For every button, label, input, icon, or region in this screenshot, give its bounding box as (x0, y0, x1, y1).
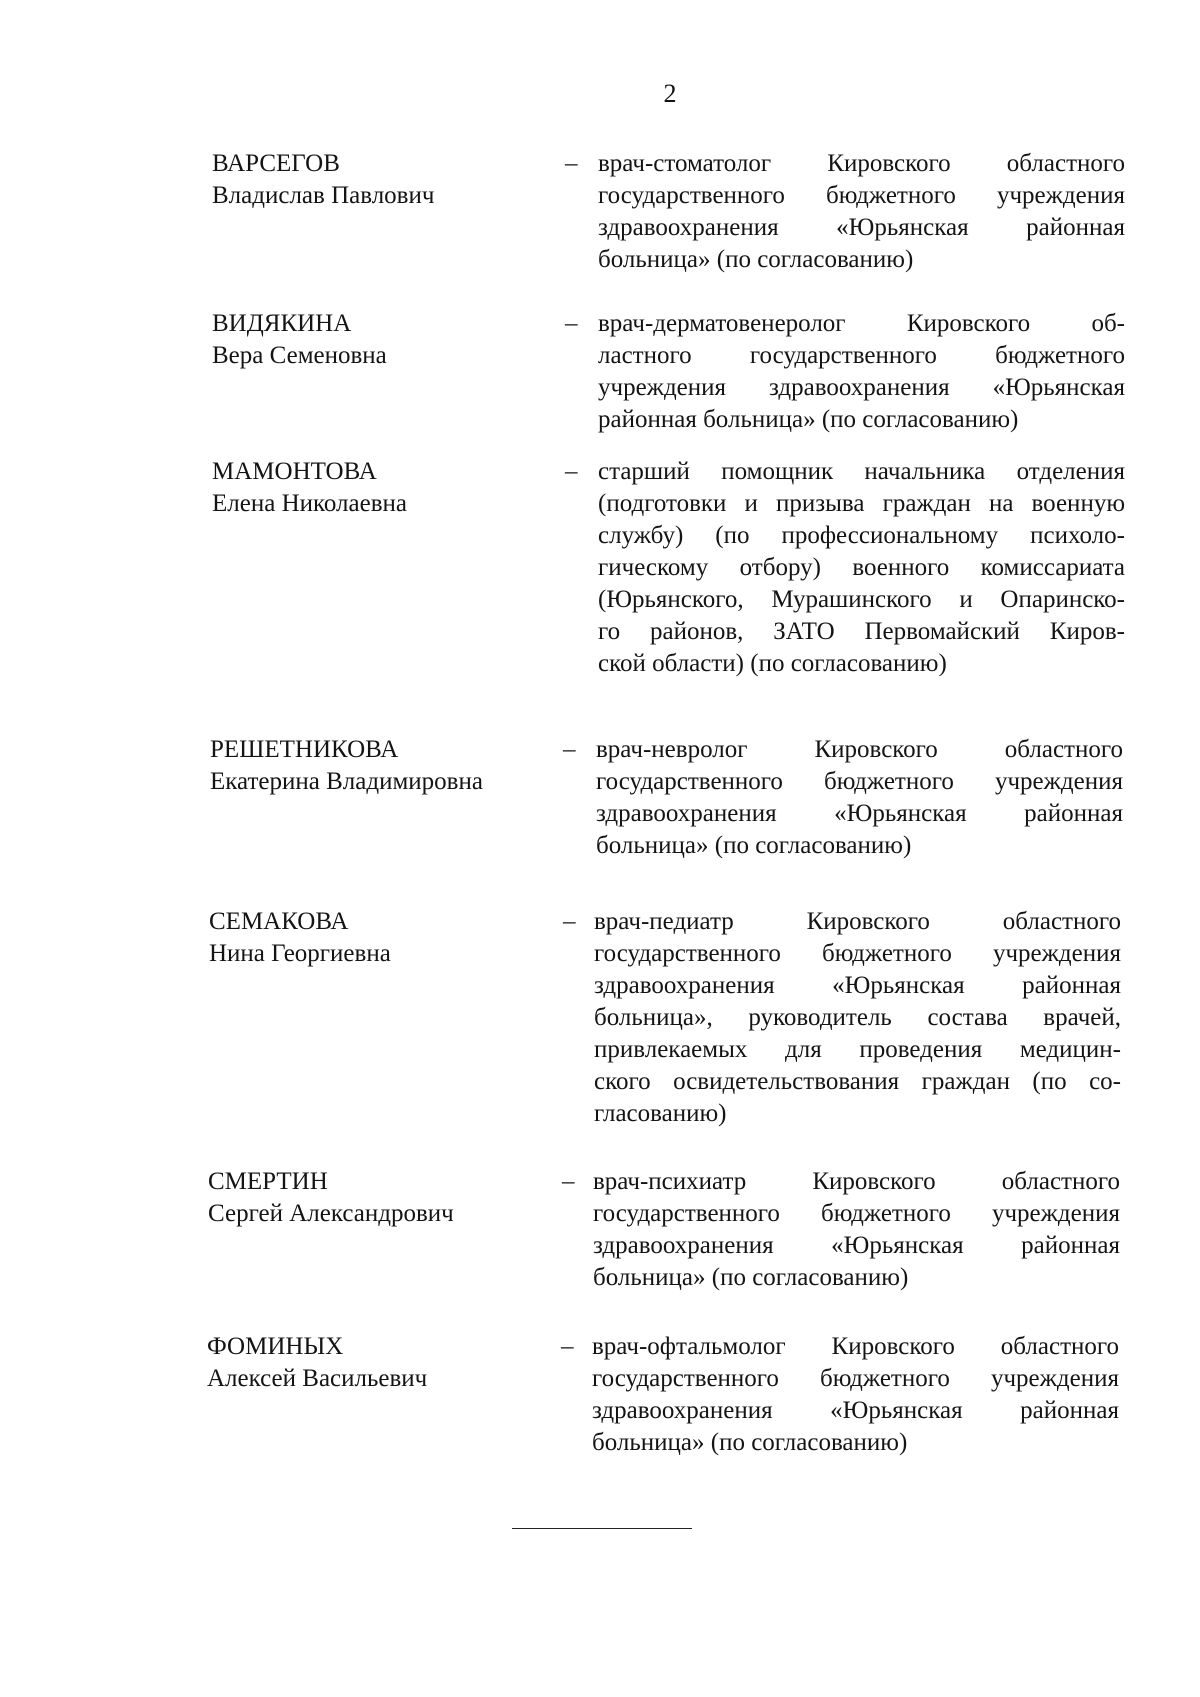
member-given-names: Владислав Павлович (212, 182, 435, 209)
dash-separator: – (563, 736, 576, 763)
member-surname: ВАРСЕГОВ (212, 150, 340, 177)
member-surname: СМЕРТИН (208, 1168, 328, 1195)
dash-separator: – (562, 1168, 575, 1195)
member-name (212, 148, 434, 212)
member-name (208, 1166, 454, 1230)
member-position-description (593, 1166, 1120, 1294)
member-position-description (598, 308, 1125, 436)
description-line: привлекаемых для проведения медицин- (594, 1036, 1121, 1063)
description-line: здравоохранения «Юрьянская районная (596, 800, 1123, 827)
description-line: врач-офтальмолог Кировского областного (592, 1333, 1119, 1360)
description-line: больница» (по согласованию) (598, 246, 914, 273)
description-line: врач-педиатр Кировского областного (594, 908, 1121, 935)
end-of-list-rule (512, 1528, 692, 1529)
description-line: районная больница» (по согласованию) (598, 406, 1019, 433)
description-line: государственного бюджетного учреждения (594, 940, 1121, 967)
description-line: здравоохранения «Юрьянская районная (592, 1397, 1119, 1424)
member-position-description (598, 148, 1125, 276)
description-line: гическому отбору) военного комиссариата (598, 554, 1125, 581)
dash-separator: – (565, 310, 578, 337)
dash-separator: – (563, 908, 576, 935)
member-position-description (592, 1331, 1119, 1459)
description-line: врач-психиатр Кировского областного (593, 1168, 1120, 1195)
member-name (209, 906, 391, 970)
description-line: врач-невролог Кировского областного (596, 736, 1123, 763)
description-line: здравоохранения «Юрьянская районная (594, 972, 1121, 999)
member-surname: СЕМАКОВА (209, 908, 349, 935)
member-position-description (594, 906, 1121, 1130)
description-line: больница» (по согласованию) (596, 832, 912, 859)
description-line: больница» (по согласованию) (592, 1429, 908, 1456)
description-line: старший помощник начальника отделения (598, 458, 1125, 485)
page-number: 2 (663, 79, 677, 108)
member-surname: ФОМИНЫХ (207, 1333, 344, 1360)
member-name (212, 308, 387, 372)
description-line: ского освидетельствования граждан (по со- (594, 1068, 1121, 1095)
description-line: (Юрьянского, Мурашинского и Опаринско- (598, 586, 1125, 613)
description-line: гласованию) (594, 1100, 727, 1127)
member-name (207, 1331, 427, 1395)
description-line: государственного бюджетного учреждения (592, 1365, 1119, 1392)
description-line: больница» (по согласованию) (593, 1264, 909, 1291)
member-surname: РЕШЕТНИКОВА (210, 736, 399, 763)
description-line: (подготовки и призыва граждан на военную (598, 490, 1125, 517)
member-given-names: Елена Николаевна (212, 490, 407, 517)
description-line: врач-стоматолог Кировского областного (598, 150, 1125, 177)
dash-separator: – (561, 1333, 574, 1360)
member-given-names: Сергей Александрович (208, 1200, 454, 1227)
description-line: здравоохранения «Юрьянская районная (598, 214, 1125, 241)
description-line: врач-дерматовенеролог Кировского об- (598, 310, 1125, 337)
description-line: больница», руководитель состава врачей, (594, 1004, 1121, 1031)
dash-separator: – (565, 458, 578, 485)
member-name (212, 456, 407, 520)
description-line: учреждения здравоохранения «Юрьянская (598, 374, 1125, 401)
member-given-names: Екатерина Владимировна (210, 768, 483, 795)
member-given-names: Нина Георгиевна (209, 940, 391, 967)
description-line: государственного бюджетного учреждения (598, 182, 1125, 209)
description-line: го районов, ЗАТО Первомайский Киров- (598, 618, 1125, 645)
description-line: государственного бюджетного учреждения (596, 768, 1123, 795)
member-surname: МАМОНТОВА (212, 458, 377, 485)
member-surname: ВИДЯКИНА (212, 310, 352, 337)
description-line: ской области) (по согласованию) (598, 650, 947, 677)
member-name (210, 734, 483, 798)
dash-separator: – (565, 150, 578, 177)
member-position-description (596, 734, 1123, 862)
description-line: ластного государственного бюджетного (598, 342, 1125, 369)
member-given-names: Алексей Васильевич (207, 1365, 428, 1392)
description-line: службу) (по профессиональному психоло- (598, 522, 1125, 549)
description-line: государственного бюджетного учреждения (593, 1200, 1120, 1227)
description-line: здравоохранения «Юрьянская районная (593, 1232, 1120, 1259)
member-position-description (598, 456, 1125, 680)
member-given-names: Вера Семеновна (212, 342, 387, 369)
